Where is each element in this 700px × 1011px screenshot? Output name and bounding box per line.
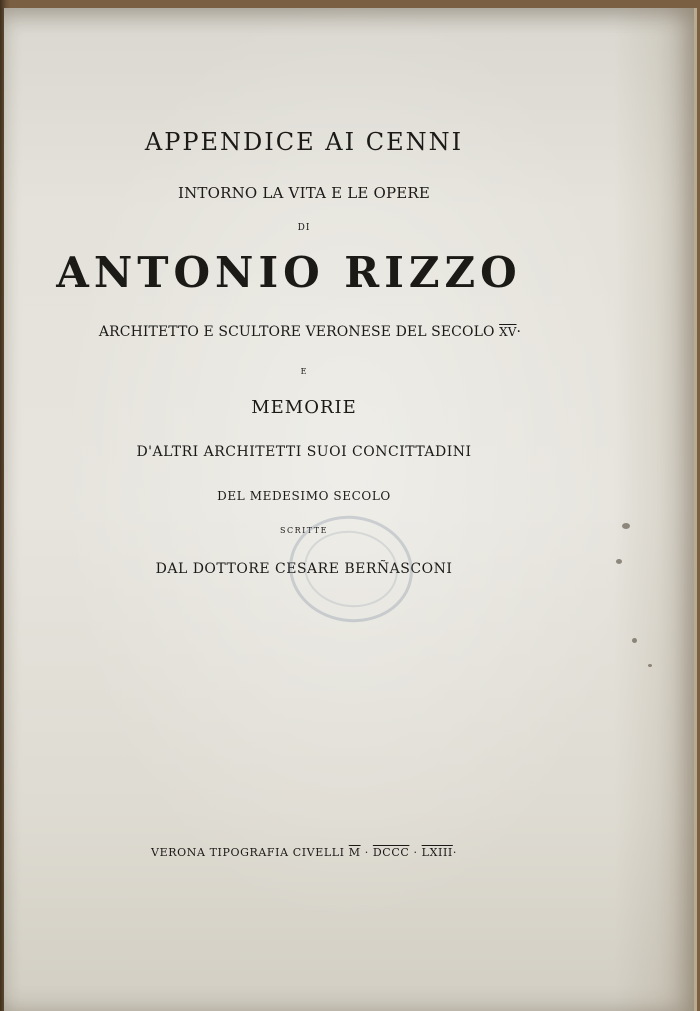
written-label: SCRITTE [280, 526, 328, 535]
subtitle-dot: · [516, 324, 522, 340]
imprint-end: · [452, 846, 457, 859]
imprint-text: VERONA TIPOGRAFIA CIVELLI [151, 846, 349, 859]
heading-line-1: APPENDICE AI CENNI [144, 128, 464, 156]
imprint-sep-1: · [360, 846, 373, 859]
imprint-sep-2: · [409, 846, 422, 859]
author-line: DAL DOTTORE CESARE BERÑASCONI [155, 561, 453, 577]
description-line-1: D'ALTRI ARCHITETTI SUOI CONCITTADINI [136, 444, 472, 460]
subtitle-line [0, 324, 620, 340]
foxing-spot [616, 559, 622, 564]
imprint-lxiii: LXIII [421, 846, 453, 859]
book-page [4, 8, 697, 1011]
memorie-heading: MEMORIE [251, 397, 357, 418]
foxing-spot [648, 664, 652, 667]
conjunction: E [300, 367, 308, 376]
subtitle-century: $\overline{XV}$ [499, 325, 517, 339]
imprint-m: $\overline{M}$ [348, 846, 361, 859]
imprint-line [4, 846, 604, 859]
author-subject-name: ANTONIO RIZZO [56, 248, 522, 297]
foxing-spot [622, 523, 630, 529]
heading-line-2: INTORNO LA VITA E LE OPERE [177, 184, 431, 202]
imprint-dccc: DCCC [372, 846, 410, 859]
heading-line-3: DI [297, 223, 311, 233]
foxing-spot [632, 638, 637, 643]
subtitle-main: ARCHITETTO E SCULTORE VERONESE DEL SECOLO [98, 324, 500, 340]
description-line-2: DEL MEDESIMO SECOLO [217, 489, 391, 503]
